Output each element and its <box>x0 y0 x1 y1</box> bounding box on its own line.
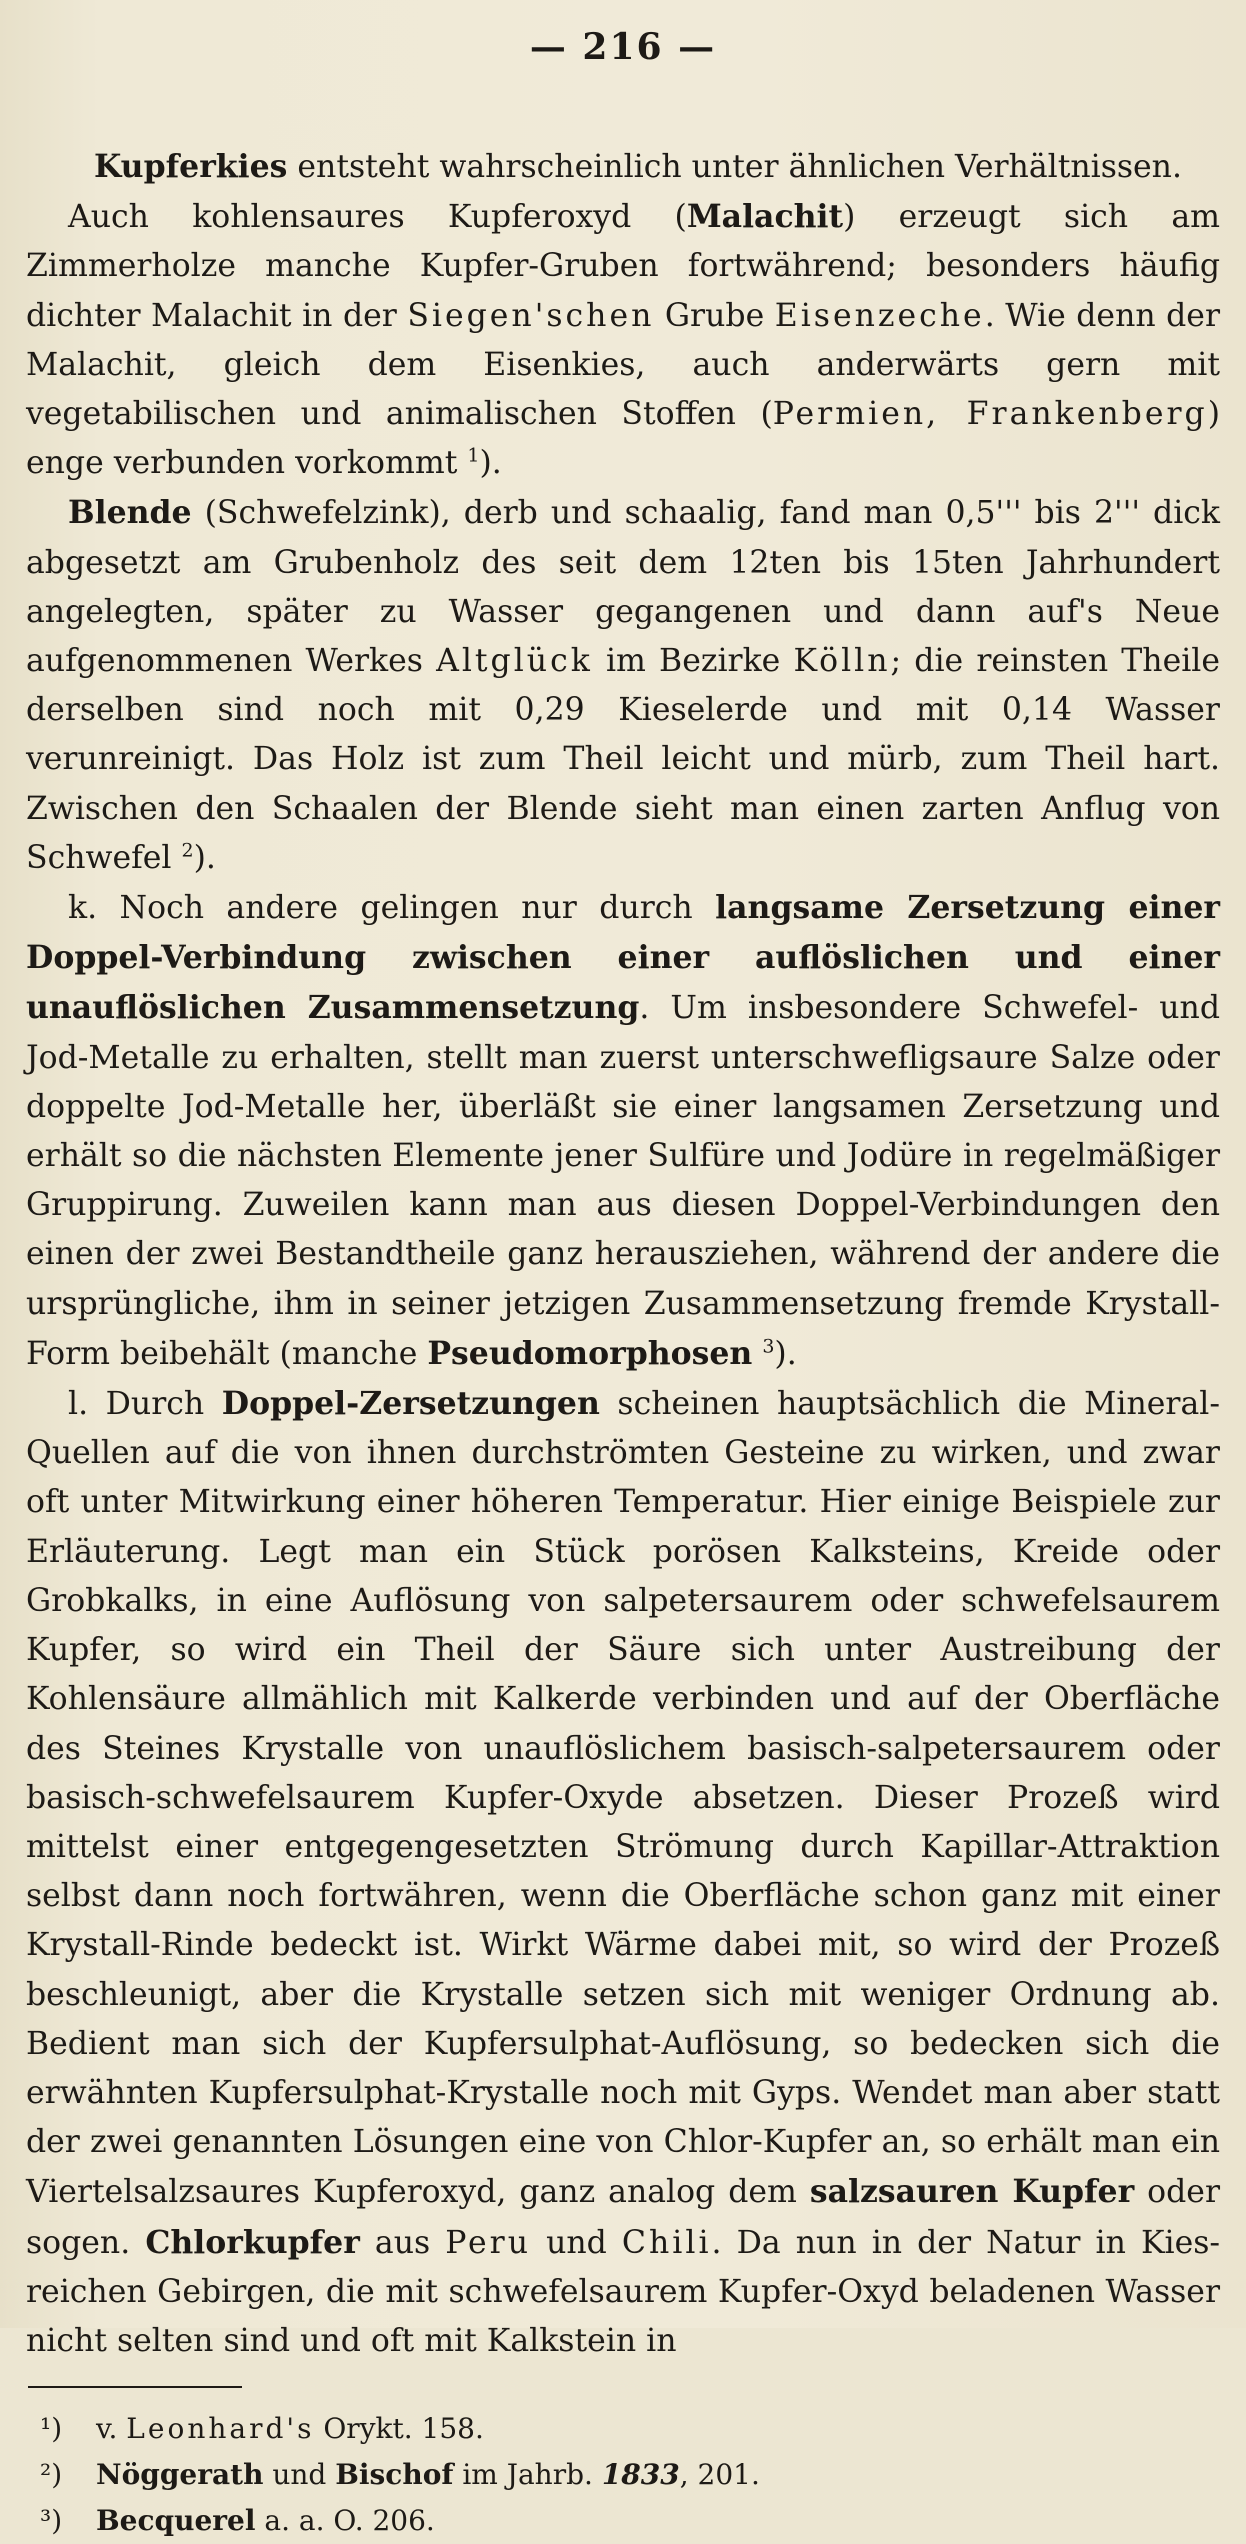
paragraph <box>26 142 1220 192</box>
spaced-name: Peru <box>445 2224 532 2261</box>
text-run: scheinen hauptsächlich die Mineral-Quellen auf die von ihnen durchströmten Gesteine zu wirken, und zwar oft unter Mitwirkung einer höheren Temperatur. Hier einige Beispiele zur Erläuterung. Legt man ein Stück porösen Kalksteins, Kreide oder Grobkalks, in eine Auflösung von salpetersaurem oder schwefelsaurem Kupfer, so wird ein Theil der Säure sich unter Austreibung der Kohlensäure allmählich mit Kalkerde verbinden und auf der Oberfläche des Steines Krystalle von unauflöslichem basisch-salpetersaurem oder basisch-schwefelsaurem Kupfer-Oxyde absetzen. Dieser Prozeß wird mittelst einer entgegengesetzten Strömung durch Kapillar-Attraktion selbst dann noch fortwähren, wenn die Oberfläche schon ganz mit einer Krystall-Rinde bedeckt ist. Wirkt Wärme dabei mit, so wird der Prozeß beschleunigt, aber die Krystalle setzen sich mit weniger Ordnung ab. Bedient man sich der Kupfersulphat-Auflösung, so bedecken sich die erwähnten Kupfersulphat-Krystalle noch mit Gyps. Wendet man aber statt der zwei genannten Lösungen eine von Chlor-Kupfer an, so erhält man ein Viertelsalzsaures Kupferoxyd, ganz analog dem <box>26 1386 1220 2211</box>
emphasized-term: Doppel-Zersetzungen <box>221 1385 600 1423</box>
footnote <box>40 2406 1220 2452</box>
paragraph <box>26 488 1220 883</box>
emphasized-term: Malachit <box>686 198 844 236</box>
main-text <box>26 142 1220 2366</box>
text-run: aus <box>359 2224 446 2261</box>
emphasized-term: Kupferkies <box>94 148 288 185</box>
text-run: ) erzeugt sich am Zimmerholze manche Kupfer-Gruben fortwährend; besonders häufig dichter Malachit in der <box>26 199 1220 334</box>
emphasized-term: Becquerel <box>96 2504 256 2538</box>
text-run: a. a. O. 206. <box>255 2504 435 2538</box>
spaced-name: Chili <box>621 2224 712 2261</box>
text-run: im Jahrb. <box>453 2458 602 2492</box>
paragraph <box>26 192 1220 488</box>
text-run: (Schwefelzink), derb und schaalig, fand man 0,5''' bis 2''' dick abgesetzt am Grubenholz des seit dem 12ten bis 15ten Jahrhundert angelegten, später zu Wasser gegangenen und dann auf's Neue aufgenommenen Werkes <box>26 495 1220 680</box>
spaced-name: Kölln <box>793 643 891 680</box>
text-run: oder sogen. <box>26 2174 1221 2261</box>
page-number-header: — 216 — <box>529 26 717 68</box>
footnote-ref: 1 <box>467 444 480 467</box>
text-run: Grube <box>654 297 775 334</box>
text-run: ). <box>774 1335 797 1372</box>
paragraph <box>26 883 1220 1379</box>
text-run: ) enge verbunden vorkommt <box>26 396 1220 482</box>
text-run: k. Noch andere gelingen nur durch <box>68 890 716 927</box>
text-run: Orykt. 158. <box>314 2412 484 2446</box>
footnote-ref: 3 <box>762 1335 775 1358</box>
emphasized-term: salzsauren Kupfer <box>809 2173 1135 2211</box>
spaced-name: Altglück <box>436 643 593 680</box>
text-run: entsteht wahrscheinlich unter ähnlichen Verhältnissen. <box>287 149 1182 185</box>
text-run: und <box>263 2458 336 2492</box>
footnote-text <box>96 2504 435 2537</box>
spaced-name: Siegen'schen <box>407 297 655 334</box>
emphasized-term: Blende <box>68 494 192 532</box>
italic-year: 1833 <box>601 2458 680 2492</box>
spaced-name: Eisenzeche <box>774 297 985 334</box>
footnote-ref: 2 <box>181 839 194 862</box>
text-run: ). <box>193 839 216 876</box>
emphasized-term: Bischof <box>335 2458 454 2492</box>
text-run: v. <box>96 2412 127 2446</box>
paragraph <box>26 1379 1220 2366</box>
text-run: l. Durch <box>68 1386 222 1423</box>
text-run: Auch kohlensaures Kupferoxyd ( <box>68 199 687 236</box>
spaced-name: Permien, Frankenberg <box>772 396 1208 433</box>
text-run: im Bezirke <box>592 643 794 680</box>
text-run <box>752 1336 762 1372</box>
footnote-text <box>96 2458 760 2491</box>
text-run: , 201. <box>679 2458 760 2492</box>
footnote-divider <box>28 2386 242 2388</box>
emphasized-term: Nöggerath <box>96 2458 264 2492</box>
text-run: . Da nun in der Natur in Kies-reichen Gebirgen, die mit schwefelsaurem Kupfer-Oxyd beladenen Wasser nicht selten sind und oft mit Kalkstein in <box>26 2224 1221 2359</box>
footnotes <box>26 2406 1220 2544</box>
text-run: . Wie denn der Malachit, gleich dem Eisenkies, auch anderwärts gern mit vegetabilischen und animalischen Stoffen ( <box>26 297 1221 433</box>
footnote-text <box>96 2412 484 2445</box>
emphasized-term: Pseudomorphosen <box>427 1334 753 1372</box>
emphasized-term: langsame Zersetzung einer Doppel-Verbindung zwischen einer auflöslichen und einer unauflöslichen Zusammensetzung <box>26 889 1220 1027</box>
footnote-mark: ³) <box>40 2504 63 2538</box>
footnote <box>40 2498 1220 2544</box>
text-run: und <box>531 2224 622 2261</box>
text-run: . Um insbesondere Schwefel- und Jod-Metalle zu erhalten, stellt man zuerst unterschwefligsaure Salze oder doppelte Jod-Metalle her, überläßt sie einer langsamen Zersetzung und erhält so die nächsten Elemente jener Sulfüre und Jodüre in regelmäßiger Gruppirung. Zuweilen kann man aus diesen Doppel-Verbindungen den einen der zwei Bestandtheile ganz herausziehen, während der andere die ursprüngliche, ihm in seiner jetzigen Zusammensetzung fremde Krystall-Form beibehält (manche <box>26 990 1220 1372</box>
footnote-mark: ²) <box>40 2458 63 2492</box>
footnote <box>40 2452 1220 2498</box>
footnote-mark: ¹) <box>40 2412 63 2446</box>
emphasized-term: Chlorkupfer <box>145 2223 360 2261</box>
text-run: ; die reinsten Theile derselben sind noch mit 0,29 Kieselerde und mit 0,14 Wasser verunreinigt. Das Holz ist zum Theil leicht und mürb, zum Theil hart. Zwischen den Schaalen der Blende sieht man einen zarten Anflug von Schwefel <box>26 643 1221 876</box>
spaced-name: Leonhard's <box>126 2412 315 2446</box>
text-run: ). <box>479 445 502 482</box>
